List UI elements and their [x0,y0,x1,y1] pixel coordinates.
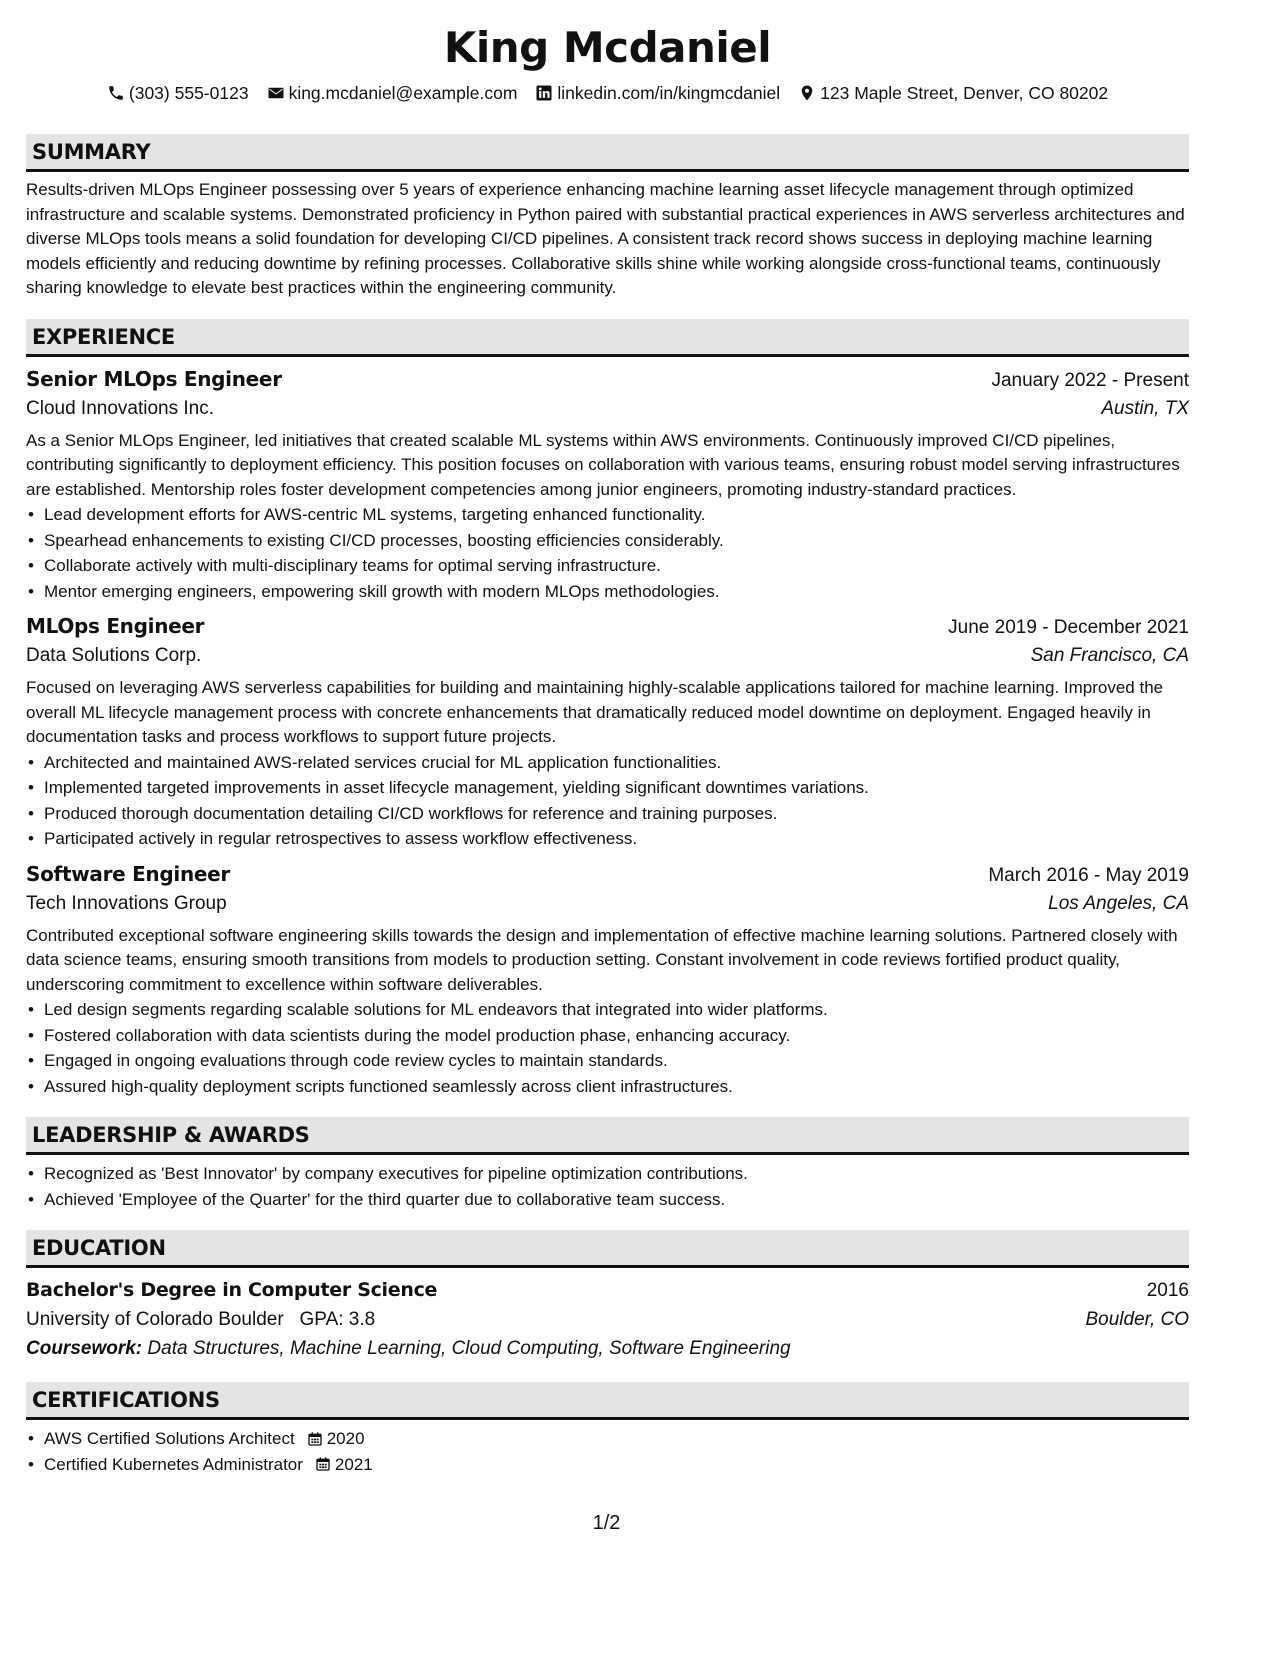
list-item: • Engaged in ongoing evaluations through code review cycles to maintain standards. [44,1048,1189,1074]
job-description: Contributed exceptional software engineering skills towards the design and implementation of effective machine learning solutions. Partnered closely with data science teams, ensuring smooth transitions from models to production setting. Constant involvement in code reviews fortified product quality, underscoring commitment to excellence within software deliverables. [26,925,1178,994]
cert-name: • Certified Kubernetes Administrator [44,1454,303,1474]
job-bullets [26,502,1189,604]
list-item: • Fostered collaboration with data scientists during the model production phase, enhancing accuracy. [44,1023,1189,1049]
cert-year: 2020 [326,1429,365,1448]
degree-title: Bachelor's Degree in Computer Science [26,1279,438,1301]
contact-address [798,83,1108,104]
job-entry [26,612,1189,852]
leadership-heading: LEADERSHIP & AWARDS [26,1117,1189,1155]
coursework-line [26,1334,1189,1364]
summary-text: Results-driven MLOps Engineer possessing over 5 years of experience enhancing machine learning asset lifecycle management through optimized infrastructure and scalable systems. Demonstrated proficiency in Python paired with substantial practical experiences in AWS serverless architectures and diverse MLOps tools means a solid foundation for developing CI/CD pipelines. A consistent track record shows success in deploying machine learning models efficiently and reducing downtime by refining processes. Collaborative skills shine while working alongside cross-functional teams, continuously sharing knowledge to elevate best practices within the engineering community. [26,180,1185,297]
page-number: 1/2 [592,1512,621,1534]
job-company: Tech Innovations Group [26,892,227,914]
leadership-list [26,1161,1189,1212]
job-bullets [26,750,1189,852]
list-item: • Participated actively in regular retrospectives to assess workflow effectiveness. [44,826,1189,852]
contact-email[interactable] [267,83,518,104]
degree-year: 2016 [1146,1280,1189,1301]
job-entry [26,365,1189,605]
job-title: MLOps Engineer [26,614,205,638]
list-item: • Implemented targeted improvements in asset lifecycle management, yielding significant downtimes variations. [44,775,1189,801]
list-item [44,1452,1189,1478]
list-item: • Assured high-quality deployment scripts functioned seamlessly across client infrastructures. [44,1074,1189,1100]
job-location: Los Angeles, CA [1048,892,1189,914]
candidate-name: King Mcdaniel [443,23,772,72]
cert-name: • AWS Certified Solutions Architect [44,1429,295,1448]
linkedin-link[interactable]: linkedin.com/in/kingmcdaniel [557,82,781,103]
summary-heading: SUMMARY [26,134,1189,172]
job-dates: June 2019 - December 2021 [948,617,1189,638]
list-item: • Mentor emerging engineers, empowering skill growth with modern MLOps methodologies. [44,579,1189,605]
email-link[interactable]: king.mcdaniel@example.com [288,82,518,103]
job-title: Software Engineer [26,861,230,886]
job-company: Cloud Innovations Inc. [26,397,215,419]
linkedin-icon [535,84,553,102]
gpa-text: GPA: 3.8 [299,1309,376,1330]
map-marker-icon [798,84,816,102]
list-item: • Achieved 'Employee of the Quarter' for the third quarter due to collaborative team success. [44,1187,1189,1213]
job-company: Data Solutions Corp. [26,645,202,666]
job-entry [26,860,1189,1100]
education-heading: EDUCATION [26,1230,1189,1268]
certifications-heading: CERTIFICATIONS [26,1382,1189,1420]
job-description: Focused on leveraging AWS serverless capabilities for building and maintaining highly-scalable applications tailored for machine learning. Improved the overall ML lifecycle management process with concrete enhancements that dramatically reduced model downtime on deployment. Engaged heavily in documentation tasks and process workflows to support future projects. [26,678,1164,746]
resume-page [0,22,1275,1672]
cert-year: 2021 [334,1454,373,1474]
list-item: • Led design segments regarding scalable solutions for ML endeavors that integrated into wider platforms. [44,997,1189,1023]
job-location: San Francisco, CA [1030,645,1189,666]
job-dates: January 2022 - Present [991,369,1189,391]
phone-icon [107,84,125,102]
school-name: University of Colorado Boulder [26,1309,284,1330]
list-item: • Recognized as 'Best Innovator' by company executives for pipeline optimization contributions. [44,1161,1189,1187]
list-item: • Lead development efforts for AWS-centric ML systems, targeting enhanced functionality. [44,502,1189,528]
calendar-icon [307,1431,323,1447]
school-location: Boulder, CO [1085,1309,1189,1330]
list-item: • Produced thorough documentation detailing CI/CD workflows for reference and training purposes. [44,801,1189,827]
certifications-list [26,1426,1189,1477]
contact-phone [107,83,249,104]
phone-text: (303) 555-0123 [128,82,249,103]
job-location: Austin, TX [1101,397,1189,419]
job-description: As a Senior MLOps Engineer, led initiatives that created scalable ML systems within AWS environments. Continuously improved CI/CD pipelines, contributing significantly to deployment efficiency. This position focuses on collaboration with various teams, ensuring robust model serving infrastructures are established. Mentorship roles foster development competencies among junior engineers, promoting industry-standard practices. [26,430,1180,499]
list-item: • Collaborate actively with multi-disciplinary teams for optimal serving infrastructure. [44,553,1189,579]
address-text: 123 Maple Street, Denver, CO 80202 [820,82,1109,103]
coursework-label: Coursework: [26,1338,143,1359]
list-item [44,1426,1189,1452]
calendar-icon [315,1456,331,1472]
job-dates: March 2016 - May 2019 [988,864,1189,886]
experience-heading: EXPERIENCE [26,319,1189,357]
contact-bar [26,80,1189,106]
coursework-text: Data Structures, Machine Learning, Cloud Computing, Software Engineering [147,1338,791,1359]
job-bullets [26,997,1189,1099]
education-entry [26,1276,1189,1364]
contact-linkedin[interactable] [535,83,780,104]
list-item: • Spearhead enhancements to existing CI/CD processes, boosting efficiencies considerably. [44,528,1189,554]
job-title: Senior MLOps Engineer [26,366,282,391]
list-item: • Architected and maintained AWS-related services crucial for ML application functionalities. [44,750,1189,776]
envelope-icon [267,84,285,102]
